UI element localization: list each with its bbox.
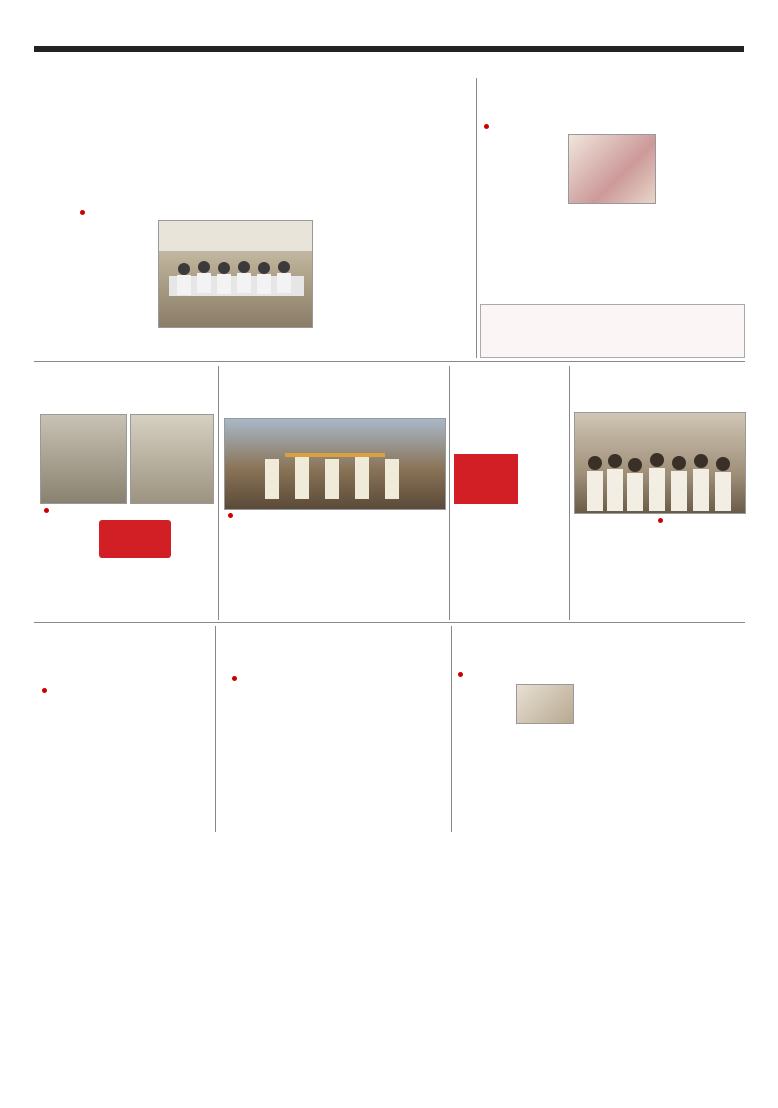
ecart-body-2: [568, 208, 656, 300]
reward-body: [40, 698, 212, 828]
accident-body-2: [516, 728, 574, 828]
polio-byline: [44, 508, 52, 513]
blo-body: [220, 686, 292, 828]
lead-meeting-photo: [158, 220, 313, 328]
suicide-box-body: [485, 321, 742, 357]
polio-body-2: [99, 562, 171, 618]
ecart-victim-photo: [568, 134, 656, 204]
lead-photo-caption: [158, 331, 313, 355]
kasturba-body: [520, 418, 566, 618]
accident-byline: [458, 672, 466, 677]
kasturba-body-2: [454, 508, 518, 618]
polio-body-3: [175, 518, 215, 618]
accident-photo: [516, 684, 574, 724]
inauguration-illustration: [225, 419, 446, 510]
polio-body: [40, 518, 96, 618]
divider-v-row3-2: [451, 626, 452, 832]
polio-photo-2: [130, 414, 214, 504]
dap-body: [574, 518, 656, 618]
ecart-body-1: [484, 134, 564, 300]
reward-byline: [42, 688, 50, 693]
divider-vertical-lead: [476, 78, 477, 358]
divider-v-row2-1: [218, 366, 219, 620]
accident-body: [456, 680, 512, 828]
divider-horizontal-2: [34, 622, 745, 623]
ecart-byline: [484, 124, 492, 129]
dap-byline: [658, 518, 666, 523]
kashana-byline: [228, 513, 236, 518]
suicide-box: [480, 304, 745, 358]
dap-body-2: [660, 528, 746, 618]
polio-badge: [99, 520, 171, 558]
blo-byline: [232, 676, 240, 681]
dap-photo: [574, 412, 746, 514]
polio-photo: [40, 414, 127, 504]
ecart-body-3: [660, 134, 744, 300]
lead-byline: [80, 210, 88, 215]
kashana-body: [224, 522, 332, 618]
kasturba-badge: [454, 454, 518, 504]
crowd-illustration: [575, 413, 746, 514]
header-rule: [34, 46, 744, 52]
kashana-body-2: [336, 522, 446, 618]
divider-v-row2-3: [569, 366, 570, 620]
page-header: [0, 0, 778, 72]
kashana-photo: [224, 418, 446, 510]
blo-body-2: [296, 686, 368, 828]
divider-v-row3-1: [215, 626, 216, 832]
lead-body-left: [42, 222, 152, 342]
lead-body-right: [316, 220, 472, 352]
divider-horizontal-1: [34, 361, 745, 362]
meeting-illustration: [159, 221, 313, 328]
blo-body-3: [372, 648, 448, 828]
divider-v-row2-2: [449, 366, 450, 620]
